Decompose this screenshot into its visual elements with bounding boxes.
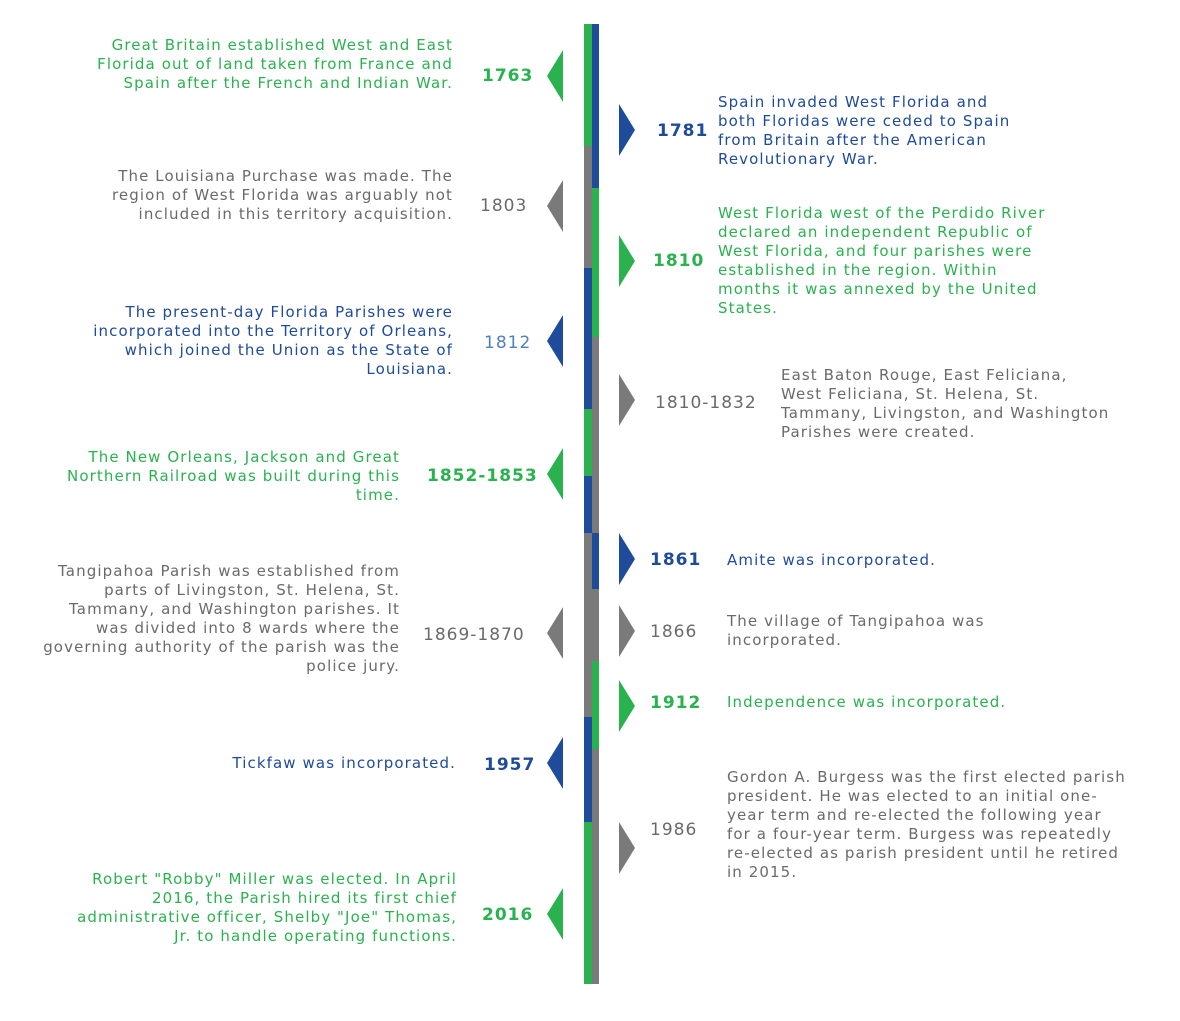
event-year: 1810: [653, 251, 705, 271]
right-arrow-icon: [619, 104, 635, 156]
event-description: West Florida west of the Perdido River declared an independent Republic of West Florida, and four parishes were established in the region. Within months it was annexed by the United States.: [718, 204, 1046, 317]
left-arrow-icon: [547, 607, 563, 659]
timeline-segment-left-7: [584, 822, 592, 984]
left-arrow-icon: [547, 315, 563, 367]
event-description: Tangipahoa Parish was established from parts of Livingston, St. Helena, St. Tammany, and Washington parishes. It was divided into 8 wards where the governing authority of the parish was the police jury.: [43, 562, 400, 675]
left-arrow-icon: [547, 888, 563, 940]
event-year: 1986: [650, 820, 698, 840]
event-year: 1852-1853: [427, 466, 538, 486]
timeline-segment-right-1: [592, 188, 599, 337]
event-description: The Louisiana Purchase was made. The region of West Florida was arguably not included in this territory acquisition.: [111, 167, 453, 223]
timeline-segment-left-2: [584, 268, 592, 409]
right-arrow-icon: [619, 822, 635, 874]
left-arrow-icon: [547, 50, 563, 102]
left-arrow-icon: [547, 737, 563, 789]
timeline-segment-left-5: [584, 533, 592, 717]
left-arrow-icon: [547, 180, 563, 232]
timeline-segment-right-5: [592, 661, 599, 749]
event-description: Independence was incorporated.: [727, 693, 1007, 711]
timeline-segment-right-4: [592, 589, 599, 661]
event-year: 1803: [480, 196, 528, 216]
timeline-segment-left-0: [584, 24, 592, 146]
timeline-segment-right-0: [592, 24, 599, 188]
event-description: Spain invaded West Florida and both Floridas were ceded to Spain from Britain after the American Revolutionary War.: [718, 93, 1011, 168]
right-arrow-icon: [619, 680, 635, 732]
event-year: 1912: [650, 693, 702, 713]
event-description: East Baton Rouge, East Feliciana, West Feliciana, St. Helena, St. Tammany, Livingston, and Washington Parishes were created.: [781, 366, 1110, 441]
right-arrow-icon: [619, 235, 635, 287]
timeline-segment-left-6: [584, 717, 592, 822]
event-year: 1957: [484, 755, 536, 775]
left-arrow-icon: [547, 448, 563, 500]
timeline-segment-right-6: [592, 749, 599, 984]
event-year: 1869-1870: [423, 625, 525, 645]
event-year: 1812: [484, 333, 532, 353]
right-arrow-icon: [619, 533, 635, 585]
timeline-segment-right-2: [592, 337, 599, 533]
event-description: Robert "Robby" Miller was elected. In April 2016, the Parish hired its first chief administrative officer, Shelby "Joe" Thomas, Jr. to handle operating functions.: [77, 870, 457, 945]
timeline-segment-left-1: [584, 146, 592, 268]
event-year: 1861: [650, 550, 702, 570]
timeline-segment-left-4: [584, 476, 592, 533]
event-year: 1866: [650, 622, 698, 642]
event-year: 1781: [657, 121, 709, 141]
event-description: The New Orleans, Jackson and Great Northern Railroad was built during this time.: [67, 448, 400, 504]
timeline-segment-right-3: [592, 533, 599, 589]
event-year: 1810-1832: [655, 393, 757, 413]
right-arrow-icon: [619, 605, 635, 657]
event-year: 1763: [482, 66, 534, 86]
right-arrow-icon: [619, 374, 635, 426]
event-description: Gordon A. Burgess was the first elected parish president. He was elected to an initial one-year term and re-elected the following year for a four-year term. Burgess was repeatedly re-elected as parish president until he retired in 2015.: [727, 768, 1126, 881]
event-description: The village of Tangipahoa was incorporated.: [727, 612, 985, 649]
event-year: 2016: [482, 905, 534, 925]
event-description: Amite was incorporated.: [727, 551, 936, 569]
timeline-segment-left-3: [584, 409, 592, 476]
event-description: Great Britain established West and East Florida out of land taken from France and Spain after the French and Indian War.: [97, 36, 453, 92]
event-description: The present-day Florida Parishes were incorporated into the Territory of Orleans, which joined the Union as the State of Louisiana.: [93, 303, 453, 378]
event-description: Tickfaw was incorporated.: [232, 754, 456, 772]
